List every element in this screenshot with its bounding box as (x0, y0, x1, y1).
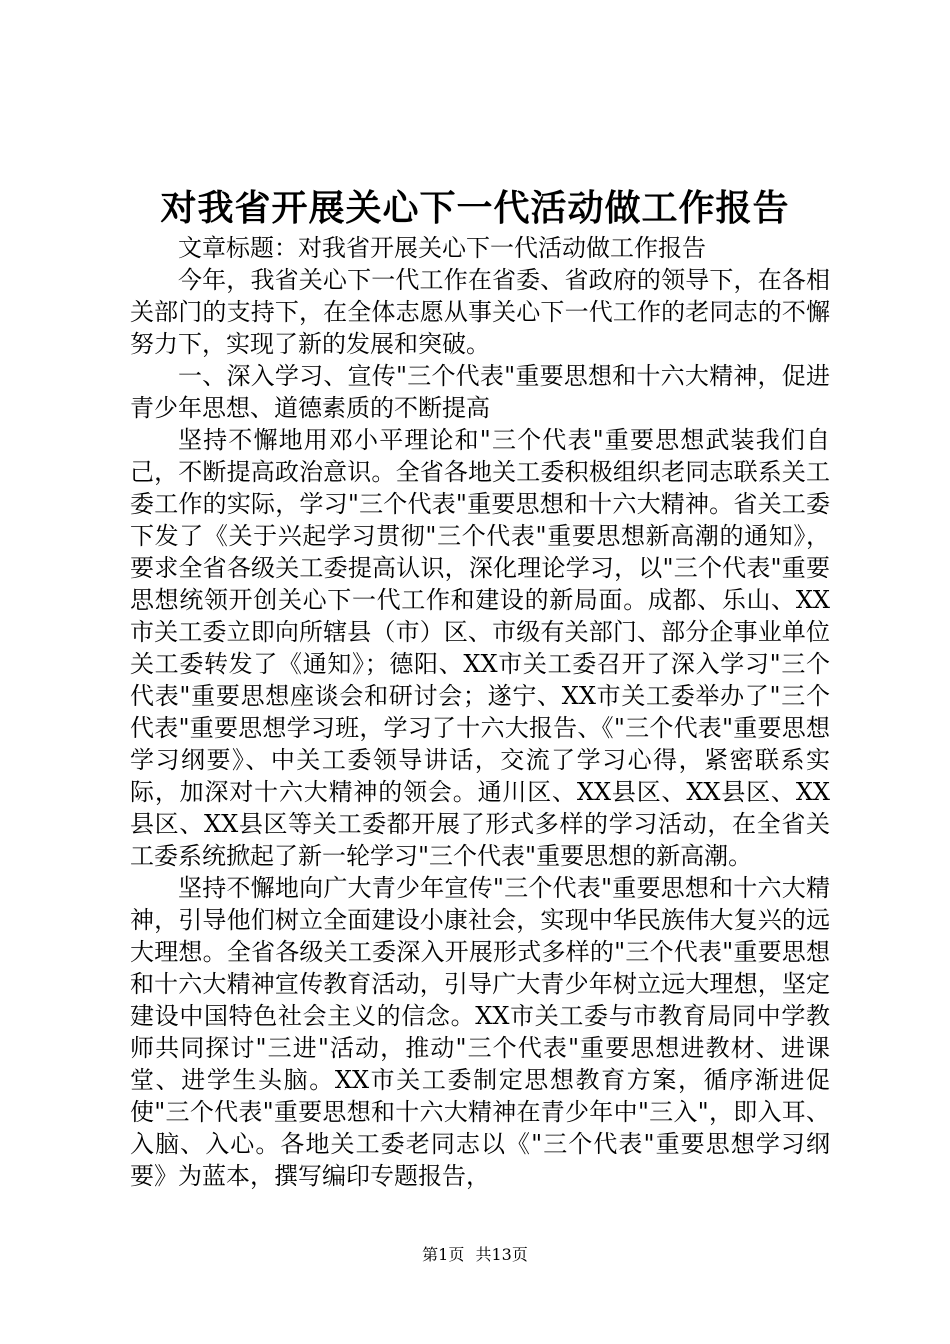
page-footer (0, 1243, 950, 1267)
document-body (130, 232, 830, 1192)
article-title-line: 文章标题：对我省开展关心下一代活动做工作报告 (178, 234, 706, 262)
page-total: 共13页 (475, 1245, 528, 1264)
document-title: 对我省开展关心下一代活动做工作报告 (160, 187, 790, 229)
body-paragraph: 坚持不懈地用邓小平理论和"三个代表"重要思想武装我们自己，不断提高政治意识。全省各地关工委积极组织老同志联系关工委工作的实际，学习"三个代表"重要思想和十六大精神。省关工委下发了《关于兴起学习贯彻"三个代表"重要思想新高潮的通知》，要求全省各级关工委提高认识，深化理论学习，以"三个代表"重要思想统领开创关心下一代工作和建设的新局面。成都、乐山、XX市关工委立即向所辖县（市）区、市级有关部门、部分企事业单位关工委转发了《通知》；德阳、XX市关工委召开了深入学习"三个代表"重要思想座谈会和研讨会；遂宁、XX市关工委举办了"三个代表"重要思想学习班，学习了十六大报告、《"三个代表"重要思想学习纲要》、中关工委领导讲话，交流了学习心得，紧密联系实际，加深对十六大精神的领会。通川区、XX县区、XX县区、XX县区、XX县区等关工委都开展了形式多样的学习活动，在全省关工委系统掀起了新一轮学习"三个代表"重要思想的新高潮。 (130, 426, 830, 870)
section-heading: 一、深入学习、宣传"三个代表"重要思想和十六大精神，促进青少年思想、道德素质的不断提高 (130, 362, 830, 422)
intro-paragraph: 今年，我省关心下一代工作在省委、省政府的领导下，在各相关部门的支持下，在全体志愿从事关心下一代工作的老同志的不懈努力下，实现了新的发展和突破。 (130, 266, 830, 358)
body-paragraph: 坚持不懈地向广大青少年宣传"三个代表"重要思想和十六大精神，引导他们树立全面建设小康社会，实现中华民族伟大复兴的远大理想。全省各级关工委深入开展形式多样的"三个代表"重要思想和十六大精神宣传教育活动，引导广大青少年树立远大理想，坚定建设中国特色社会主义的信念。XX市关工委与市教育局同中学教师共同探讨"三进"活动，推动"三个代表"重要思想进教材、进课堂、进学生头脑。XX市关工委制定思想教育方案，循序渐进促使"三个代表"重要思想和十六大精神在青少年中"三入"，即入耳、入脑、入心。各地关工委老同志以《"三个代表"重要思想学习纲要》为蓝本，撰写编印专题报告， (130, 874, 830, 1190)
page-number: 第1页 (422, 1245, 465, 1264)
